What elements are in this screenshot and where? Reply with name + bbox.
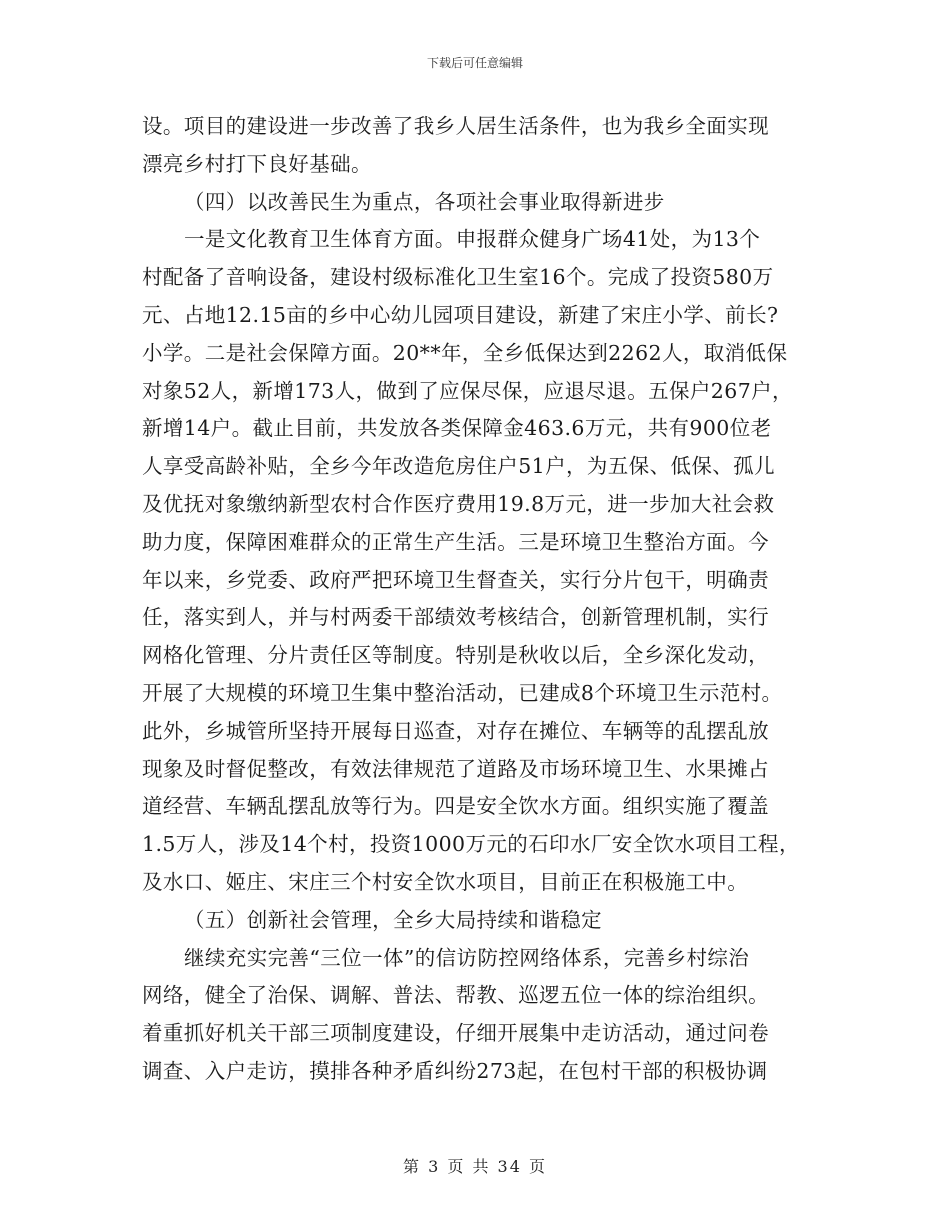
text-line: 新增14户。截止目前，共发放各类保障金463.6万元，共有900位老: [142, 416, 772, 441]
text-line: 人享受高龄补贴，全乡今年改造危房住户51户，为五保、低保、孤儿: [142, 454, 775, 479]
text-line: 开展了大规模的环境卫生集中整治活动，已建成8个环境卫生示范村。: [142, 680, 783, 705]
paragraph-start: 一是文化教育卫生体育方面。申报群众健身广场41处，为13个: [184, 227, 761, 252]
text-line: 调查、入户走访，摸排各种矛盾纠纷273起，在包村干部的积极协调: [142, 1058, 768, 1083]
text-line: 助力度，保障困难群众的正常生产生活。三是环境卫生整治方面。今: [142, 529, 769, 554]
page-number: 第 3 页 共 34 页: [403, 1157, 547, 1176]
text-line: 年以来，乡党委、政府严把环境卫生督查关，实行分片包干，明确责: [142, 567, 769, 592]
text-line: 此外，乡城管所坚持开展每日巡查，对存在摊位、车辆等的乱摆乱放: [142, 718, 769, 743]
section-heading-5: （五）创新社会管理，全乡大局持续和谐稳定: [184, 907, 602, 932]
text-line: 任，落实到人，并与村两委干部绩效考核结合，创新管理机制，实行: [142, 605, 769, 630]
text-line: 村配备了音响设备，建设村级标准化卫生室16个。完成了投资580万: [142, 265, 774, 290]
paragraph-start: 继续充实完善“三位一体”的信访防控网络体系，完善乡村综治: [184, 945, 750, 970]
text-line: 漂亮乡村打下良好基础。: [142, 151, 372, 176]
text-line: 对象52人，新增173人，做到了应保尽保，应退尽退。五保户267户，: [142, 378, 793, 403]
text-line: 现象及时督促整改，有效法律规范了道路及市场环境卫生、水果摊占: [142, 756, 769, 781]
text-line: 及水口、姬庄、宋庄三个村安全饮水项目，目前正在积极施工中。: [142, 869, 749, 894]
text-line: 元、占地12.15亩的乡中心幼儿园项目建设，新建了宋庄小学、前长?: [142, 302, 779, 327]
text-line: 道经营、车辆乱摆乱放等行为。四是安全饮水方面。组织实施了覆盖: [142, 794, 769, 819]
text-line: 及优抚对象缴纳新型农村合作医疗费用19.8万元，进一步加大社会救: [142, 491, 775, 516]
document-body: [142, 108, 822, 1091]
header-note: 下载后可任意编辑: [426, 56, 523, 70]
text-line: 网格化管理、分片责任区等制度。特别是秋收以后，全乡深化发动，: [142, 643, 769, 668]
text-line: 1.5万人，涉及14个村，投资1000万元的石印水厂安全饮水项目工程，: [142, 832, 800, 857]
section-heading-4: （四）以改善民生为重点，各项社会事业取得新进步: [184, 189, 665, 214]
text-line: 设。项目的建设进一步改善了我乡人居生活条件，也为我乡全面实现: [142, 114, 769, 138]
text-line: 小学。二是社会保障方面。20**年，全乡低保达到2262人，取消低保: [142, 340, 788, 365]
text-line: 着重抓好机关干部三项制度建设，仔细开展集中走访活动，通过问卷: [142, 1021, 769, 1046]
text-line: 网络，健全了治保、调解、普法、帮教、巡逻五位一体的综治组织。: [142, 983, 769, 1008]
